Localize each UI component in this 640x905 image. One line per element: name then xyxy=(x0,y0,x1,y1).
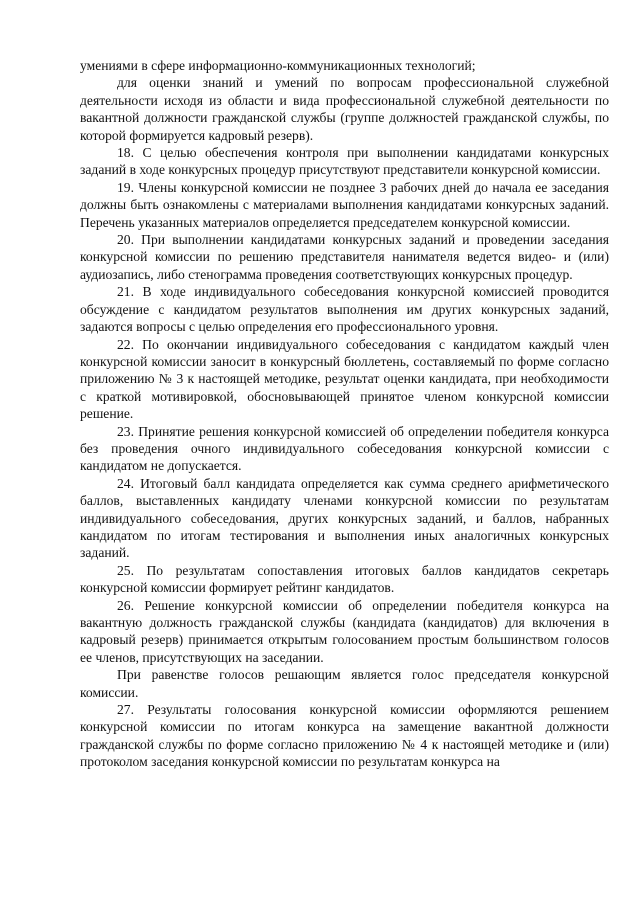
document-body xyxy=(80,57,609,771)
paragraph-25: 25. По результатам сопоставления итоговых баллов кандидатов секретарь конкурсной комиссии формирует рейтинг кандидатов. xyxy=(80,562,609,596)
paragraph-23: 23. Принятие решения конкурсной комиссией об определении победителя конкурса без проведения очного индивидуального собеседования конкурсной комиссии с кандидатом не допускается. xyxy=(80,423,609,474)
paragraph-26: 26. Решение конкурсной комиссии об определении победителя конкурса на вакантную должность гражданской службы (кандидата (кандидатов) для включения в кадровый резерв) принимается открытым голосованием простым большинством голосов ее членов, присутствующих на заседании. xyxy=(80,597,609,665)
paragraph-24: 24. Итоговый балл кандидата определяется как сумма среднего арифметического баллов, выставленных кандидату членами конкурсной комиссии по результатам индивидуального собеседования, других конкурсных заданий, и баллов, набранных кандидатом по итогам тестирования и выполнения иных аналогичных конкурсных заданий. xyxy=(80,475,609,561)
paragraph-19: 19. Члены конкурсной комиссии не позднее 3 рабочих дней до начала ее заседания должны быть ознакомлены с материалами выполнения кандидатами конкурсных заданий. Перечень указанных материалов определяется председателем конкурсной комиссии. xyxy=(80,179,609,230)
paragraph-tie-vote: При равенстве голосов решающим является голос председателя конкурсной комиссии. xyxy=(80,667,609,700)
paragraph-continuation: умениями в сфере информационно-коммуникационных технологий; xyxy=(80,58,476,73)
paragraph-22: 22. По окончании индивидуального собеседования с кандидатом каждый член конкурсной комиссии заносит в конкурсный бюллетень, составляемый по форме согласно приложению № 3 к настоящей методике, результат оценки кандидата, при необходимости с краткой мотивировкой, обосновывающей принятое членом конкурсной комиссии решение. xyxy=(80,336,609,422)
paragraph-knowledge-assessment: для оценки знаний и умений по вопросам профессиональной служебной деятельности исходя из области и вида профессиональной служебной деятельности по вакантной должности гражданской службы (группе должностей гражданской службы, по которой формируется кадровый резерв). xyxy=(80,75,609,143)
paragraph-20: 20. При выполнении кандидатами конкурсных заданий и проведении заседания конкурсной комиссии по решению представителя нанимателя ведется видео- и (или) аудиозапись, либо стенограмма проведения соответствующих конкурсных процедур. xyxy=(80,232,609,282)
paragraph-18: 18. С целью обеспечения контроля при выполнении кандидатами конкурсных заданий в ходе конкурсных процедур присутствуют представители конкурсной комиссии. xyxy=(80,145,609,178)
paragraph-27: 27. Результаты голосования конкурсной комиссии оформляются решением конкурсной комиссии по итогам конкурса на замещение вакантной должности гражданской службы по форме согласно приложению № 4 к настоящей методике и (или) протоколом заседания конкурсной комиссии по результатам конкурса на xyxy=(80,702,609,770)
paragraph-21: 21. В ходе индивидуального собеседования конкурсной комиссией проводится обсуждение с кандидатом результатов выполнения им других конкурсных заданий, задаются вопросы с целью определения его профессионального уровня. xyxy=(80,284,609,335)
